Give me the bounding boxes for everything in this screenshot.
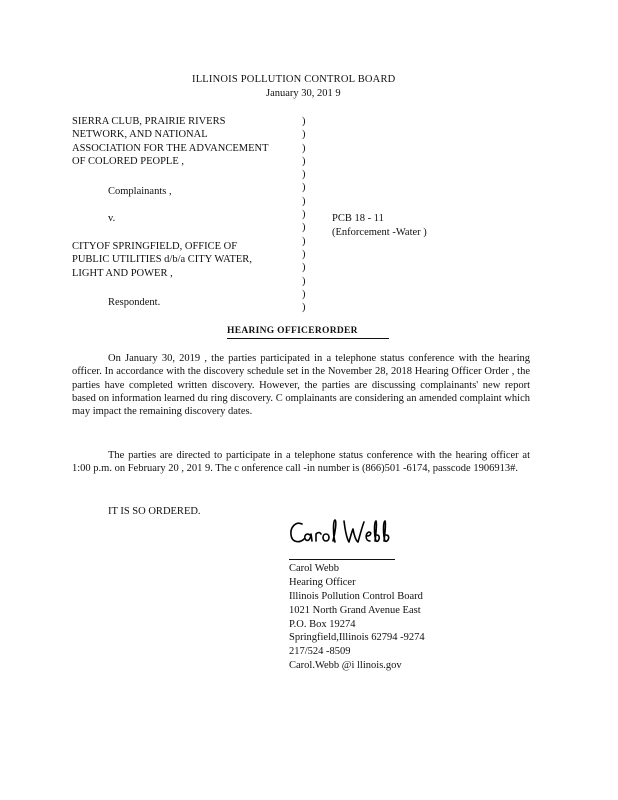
bracket: ) (302, 129, 306, 141)
bracket: ) (302, 222, 306, 234)
bracket: ) (302, 142, 306, 154)
paragraph-text: The parties are directed to participate in a telephone status conference with the hearing officer at 1:00 p.m. on February 20 , 201 9. The c onference call -in number is (866)501 -6174, passcode 1906913#. (72, 450, 530, 475)
body-paragraph (72, 449, 530, 476)
case-number: PCB 18 - 11 (332, 213, 384, 224)
signer-name: Carol Webb (289, 563, 339, 574)
complainant-line: NETWORK, AND NATIONAL (72, 129, 208, 141)
versus-label: v. (108, 213, 116, 224)
body-paragraph (72, 352, 530, 418)
signer-email: Carol.Webb @i llinois.gov (289, 660, 402, 672)
bracket: ) (302, 302, 306, 314)
bracket: ) (302, 116, 306, 127)
complainant-line: OF COLORED PEOPLE , (72, 155, 185, 167)
bracket: ) (302, 248, 306, 260)
respondent-names (72, 240, 302, 280)
bracket: ) (302, 275, 306, 287)
bracket: ) (302, 235, 306, 247)
paragraph-text: IT IS SO ORDERED. (108, 506, 201, 517)
bracket: ) (302, 262, 306, 274)
respondent-line: CITYOF SPRINGFIELD, OFFICE OF (72, 241, 238, 252)
bracket: ) (302, 169, 306, 181)
signature-line (289, 559, 395, 560)
case-type: (Enforcement -Water ) (332, 227, 427, 238)
respondent-label: Respondent. (108, 297, 161, 308)
bracket: ) (302, 288, 306, 300)
board-title: ILLINOIS POLLUTION CONTROL BOARD (192, 74, 396, 85)
address-city: Springfield,Illinois 62794 -9274 (289, 632, 425, 644)
address-street: 1021 North Grand Avenue East (289, 604, 421, 616)
signer-phone: 217/524 -8509 (289, 646, 351, 658)
complainant-line: SIERRA CLUB, PRAIRIE RIVERS (72, 116, 226, 127)
address-po-box: P.O. Box 19274 (289, 618, 356, 630)
handwritten-signature (288, 515, 398, 553)
complainants-names (72, 115, 302, 168)
respondent-line: LIGHT AND POWER , (72, 267, 173, 279)
signature-block (289, 562, 425, 673)
caption-brackets (302, 115, 312, 314)
paragraph-text: On January 30, 2019 , the parties participated in a telephone status conference with the hearing officer. In accordance with the discovery schedule set in the November 28, 2018 Hearing Officer Order , the parties have completed written discovery. However, the parties are discussing complainants' new report based on information learned du ring discovery. C omplainants are considering an amended complaint which may impact the remaining discovery dates. (72, 353, 530, 418)
signer-title: Hearing Officer (289, 576, 356, 588)
bracket: ) (302, 182, 306, 194)
bracket: ) (302, 155, 306, 167)
respondent-line: PUBLIC UTILITIES d/b/a CITY WATER, (72, 254, 252, 266)
order-title: HEARING OFFICERORDER (227, 325, 389, 339)
bracket: ) (302, 195, 306, 207)
complainant-line: ASSOCIATION FOR THE ADVANCEMENT (72, 142, 269, 154)
bracket: ) (302, 209, 306, 221)
signer-organization: Illinois Pollution Control Board (289, 590, 423, 602)
complainants-label: Complainants , (108, 186, 172, 197)
document-date: January 30, 201 9 (266, 88, 341, 99)
